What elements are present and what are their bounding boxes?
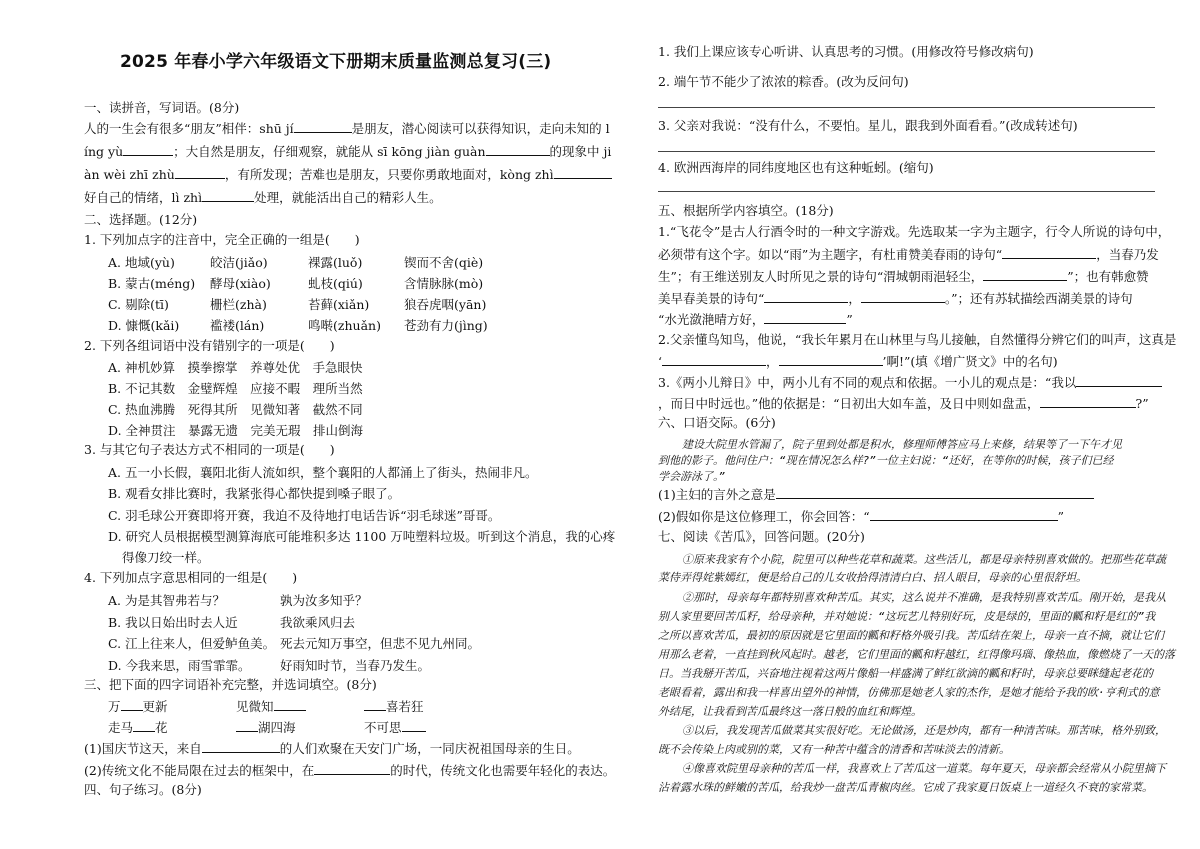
blank-1[interactable] <box>294 120 352 133</box>
section-7-heading: 七、阅读《苦瓜》，回答问题。(20分) <box>658 529 865 544</box>
debate-blank-1[interactable] <box>1076 374 1162 387</box>
q1-cell: 褴褛(lán) <box>210 318 265 333</box>
section-4-heading: 四、句子练习。(8分) <box>84 782 202 797</box>
q4-cell: 死去元知万事空，但悲不见九州同。 <box>280 636 481 651</box>
q4-cell: 好雨知时节，当春乃发生。 <box>280 658 431 673</box>
q1-cell: 虬枝(qiú) <box>308 276 363 291</box>
s5-line: 2.父亲懂鸟知鸟，他说，“我长年累月在山林里与鸟儿接触，自然懂得分辨它们的叫声，这真是 <box>658 332 1177 347</box>
debate-blank-2[interactable] <box>1040 395 1136 408</box>
reading-paragraph: ②那时，母亲每年都特别喜欢种苦瓜。其实，这么说并不准确，是我特别喜欢苦瓜。刚开始，是我从 <box>682 591 1166 604</box>
blank-5[interactable] <box>554 166 612 179</box>
s6-answer-1[interactable] <box>776 486 1094 499</box>
reading-paragraph: ①原来我家有个小院，院里可以种些花草和蔬菜。这些活儿，都是母亲特别喜欢做的。把那些花草蔬 <box>682 553 1166 566</box>
idiom-5: 湖四海 <box>236 718 296 736</box>
answer-line[interactable] <box>658 107 1155 108</box>
poem-blank-2[interactable] <box>983 268 1067 281</box>
section-6-heading: 六、口语交际。(6分) <box>658 415 776 430</box>
s4-question-2: 2. 端午节不能少了浓浓的粽香。(改为反问句) <box>658 74 909 89</box>
idiom-6: 不可思 <box>364 718 426 736</box>
proverb-blank-2[interactable] <box>779 353 883 366</box>
section-2-heading: 二、选择题。(12分) <box>84 212 198 227</box>
question-2: 2. 下列各组词语中没有错别字的一项是( ) <box>84 338 335 353</box>
fill-blank-2[interactable] <box>314 762 390 775</box>
q4-option-d[interactable]: D. 今我来思，雨雪霏霏。 <box>108 658 251 673</box>
q3-option-c[interactable]: C. 羽毛球公开赛即将开赛，我迫不及待地打电话告诉“羽毛球迷”哥哥。 <box>108 508 501 523</box>
idiom-1: 万 更新 <box>108 699 168 714</box>
q1-option-c[interactable]: C. 剔除(tī) <box>108 297 169 312</box>
q1-cell: 栅栏(zhà) <box>210 297 267 312</box>
section-5-heading: 五、根据所学内容填空。(18分) <box>658 203 834 218</box>
poem-blank-3[interactable] <box>764 290 848 303</box>
s5-line: 美早春美景的诗句“ ， 。”；还有苏轼描绘西湖美景的诗句 <box>658 291 1133 306</box>
q2-option-c[interactable]: C. 热血沸腾 死得其所 见微知著 截然不同 <box>108 402 363 417</box>
idiom-3: 喜若狂 <box>364 697 424 715</box>
q3-option-d[interactable]: D. 研究人员根据模型测算海底可能堆积多达 1100 万吨塑料垃圾。听到这个消息，我的心疼 <box>108 529 616 544</box>
s1-line-2: íng yù ；大自然是朋友，仔细观察，就能从 sī kōng jiàn guàn 的现象中 ji <box>84 144 612 159</box>
question-4: 4. 下列加点字意思相同的一组是( ) <box>84 570 298 585</box>
q2-option-b[interactable]: B. 不记其数 金璧辉煌 应接不暇 理所当然 <box>108 381 363 396</box>
fill-blank-1[interactable] <box>202 740 280 753</box>
q3-option-b[interactable]: B. 观看女排比赛时，我紧张得心都快提到嗓子眼了。 <box>108 486 401 501</box>
s6-paragraph: 学会游泳了。” <box>658 470 726 483</box>
reading-paragraph: 沾着露水珠的鲜嫩的苦瓜，给我炒一盘苦瓜青椒肉丝。它成了我家夏日饭桌上一道经久不衰的家常菜。 <box>658 781 1153 794</box>
idiom-4: 走马 花 <box>108 720 168 735</box>
reading-paragraph: 别人家里要回苦瓜籽，给母亲种，并对她说：“这玩艺儿特别好玩，皮是绿的，里面的瓤和籽是红的”我 <box>658 610 1156 623</box>
s5-line: “水光潋滟晴方好， ” <box>658 312 853 327</box>
reading-paragraph: 之所以喜欢苦瓜，最初的原因就是它里面的瓤和籽格外吸引我。苦瓜结在架上，母亲一直不摘，就让它们 <box>658 629 1164 642</box>
section-1-heading: 一、读拼音，写词语。(8分) <box>84 100 240 115</box>
q4-cell: 我欲乘风归去 <box>280 615 356 630</box>
idiom-blank[interactable] <box>121 698 143 711</box>
idiom-2: 见微知 <box>236 697 306 715</box>
s6-paragraph: 建设大院里水管漏了，院子里到处都是积水，修理师傅答应马上来修，结果等了一下午才见 <box>682 438 1122 451</box>
s6-question-2: (2)假如你是这位修理工，你会回答：“ ” <box>658 509 1064 524</box>
poem-blank-5[interactable] <box>764 311 846 324</box>
idiom-blank[interactable] <box>133 719 155 732</box>
blank-6[interactable] <box>202 189 254 202</box>
s6-question-1: (1)主妇的言外之意是 <box>658 486 1094 503</box>
s5-line: ‘ ， ’啊!”(填《增广贤文》中的名句) <box>658 354 1058 369</box>
s1-line-4: 好自己的情绪，lì zhì 处理，就能活出自己的精彩人生。 <box>84 190 442 205</box>
s6-paragraph: 到他的影子。他问住户：“现在情况怎么样?”一位主妇说：“还好，在等你的时候，孩子们已经 <box>658 454 1114 467</box>
poem-blank-1[interactable] <box>1002 246 1096 259</box>
answer-line[interactable] <box>658 191 1155 192</box>
page-title: 2025 年春小学六年级语文下册期末质量监测总复习(三) <box>120 52 552 72</box>
reading-paragraph: ③以后，我发现苦瓜做菜其实很好吃。无论做汤，还是炒肉，都有一种清苦味。那苦味，格外别致， <box>682 724 1166 737</box>
reading-paragraph: 菜侍弄得姹紫嫣红，便是给自己的儿女收拾得清清白白、招人眼目，母亲的心里很舒坦。 <box>658 571 1087 584</box>
q1-cell: 裸露(luǒ) <box>308 255 363 270</box>
question-1: 1. 下列加点字的注音中，完全正确的一组是( ) <box>84 232 360 247</box>
reading-paragraph: ④像喜欢院里母亲种的苦瓜一样，我喜欢上了苦瓜这一道菜。每年夏天，母亲都会经常从小院里摘下 <box>682 762 1166 775</box>
s4-question-1: 1. 我们上课应该专心听讲、认真思考的习惯。(用修改符号修改病句) <box>658 44 1034 59</box>
s5-line: 1.“飞花令”是古人行酒令时的一种文字游戏。先选取某一字为主题字，行令人所说的诗句中， <box>658 224 1171 239</box>
reading-paragraph: 用那么老着，一直挂到秋风起时。越老，它们里面的瓤和籽越红，红得像玛瑙、像热血，像燃烧了一天的落 <box>658 648 1175 661</box>
idiom-blank[interactable] <box>236 719 258 732</box>
s1-line-3: àn wèi zhī zhù ，有所发现；苦难也是朋友，只要你勇敢地面对，kòng zhì <box>84 166 612 183</box>
reading-paragraph: 日。当我掰开苦瓜，兴奋地注视着这两片像船一样盛满了鲜红欲滴的瓤和籽时，母亲总要眯缝起老花的 <box>658 667 1153 680</box>
answer-line[interactable] <box>658 151 1155 152</box>
s3-fill-1: (1)国庆节这天，来自 的人们欢聚在天安门广场，一同庆祝祖国母亲的生日。 <box>84 741 580 756</box>
q1-option-b[interactable]: B. 蒙古(méng) <box>108 276 196 291</box>
q1-cell: 狼吞虎咽(yān) <box>404 297 487 312</box>
blank-2[interactable] <box>123 143 173 156</box>
q2-option-a[interactable]: A. 神机妙算 摸拳擦掌 养尊处优 手急眼快 <box>108 360 363 375</box>
q1-cell: 皎洁(jiǎo) <box>210 255 268 270</box>
q1-cell: 含情脉脉(mò) <box>404 276 484 291</box>
blank-3[interactable] <box>486 143 550 156</box>
reading-paragraph: 老眼看着，露出和我一样喜出望外的神情，仿佛那是她老人家的杰作，是她才能给予我的欧·亨利式的意 <box>658 686 1160 699</box>
section-3-heading: 三、把下面的四字词语补充完整，并选词填空。(8分) <box>84 677 377 692</box>
q2-option-d[interactable]: D. 全神贯注 暴露无遗 完美无瑕 排山倒海 <box>108 423 364 438</box>
q1-cell: 苔藓(xiǎn) <box>308 297 370 312</box>
s5-line: 3.《两小儿辩日》中，两小儿有不同的观点和依据。一小儿的观点是：“我以 <box>658 374 1162 391</box>
q1-cell: 鸣啭(zhuǎn) <box>308 318 381 333</box>
q3-option-a[interactable]: A. 五一小长假，襄阳北街人流如织，整个襄阳的人都涌上了街头，热闹非凡。 <box>108 465 538 480</box>
question-3: 3. 与其它句子表达方式不相同的一项是( ) <box>84 442 335 457</box>
poem-blank-4[interactable] <box>861 290 945 303</box>
q4-option-a[interactable]: A. 为是其智弗若与？ <box>108 593 225 608</box>
q1-option-a[interactable]: A. 地域(yù) <box>108 255 175 270</box>
s5-line: 生”；有王维送别友人时所见之景的诗句“渭城朝雨浥轻尘， ”；也有韩愈赞 <box>658 269 1149 284</box>
q1-cell: 酵母(xiào) <box>210 276 271 291</box>
idiom-blank[interactable] <box>364 698 386 711</box>
s5-line: 必须带有这个字。如以“雨”为主题字，有杜甫赞美春雨的诗句“ ，当春乃发 <box>658 247 1159 262</box>
s3-fill-2: (2)传统文化不能局限在过去的框架中，在 的时代，传统文化也需要年轻化的表达。 <box>84 763 616 778</box>
q4-option-c[interactable]: C. 江上往来人，但爱鲈鱼美。 <box>108 636 276 651</box>
proverb-blank-1[interactable] <box>662 353 766 366</box>
idiom-blank[interactable] <box>402 719 426 732</box>
reading-paragraph: 外结尾，让我看到苦瓜最终这一落日般的血红和辉煌。 <box>658 705 922 718</box>
s6-answer-2[interactable] <box>870 508 1058 521</box>
q3-option-d-cont: 得像刀绞一样。 <box>122 550 210 565</box>
q1-option-d[interactable]: D. 慷慨(kǎi) <box>108 318 180 333</box>
s4-question-3: 3. 父亲对我说：“没有什么，不要怕。星儿，跟我到外面看看。”(改成转述句) <box>658 118 1078 133</box>
s1-line-1: 人的一生会有很多“朋友”相伴：shū jí 是朋友，潜心阅读可以获得知识，走向未知的 l <box>84 121 610 136</box>
q4-option-b[interactable]: B. 我以日始出时去人近 <box>108 615 238 630</box>
q4-cell: 孰为汝多知乎？ <box>280 593 368 608</box>
reading-paragraph: 既不会传染上肉或别的菜，又有一种苦中蕴含的清香和苦味淡去的清新。 <box>658 743 1010 756</box>
s4-question-4: 4. 欧洲西海岸的同纬度地区也有这种蚯蚓。(缩句) <box>658 160 934 175</box>
s5-line: ，而日中时远也。”他的依据是：“日初出大如车盖，及日中则如盘盂， ?” <box>658 396 1149 411</box>
idiom-blank[interactable] <box>274 698 306 711</box>
q1-cell: 苍劲有力(jìng) <box>404 318 488 333</box>
blank-4[interactable] <box>175 166 225 179</box>
q1-cell: 锲而不舍(qiè) <box>404 255 484 270</box>
